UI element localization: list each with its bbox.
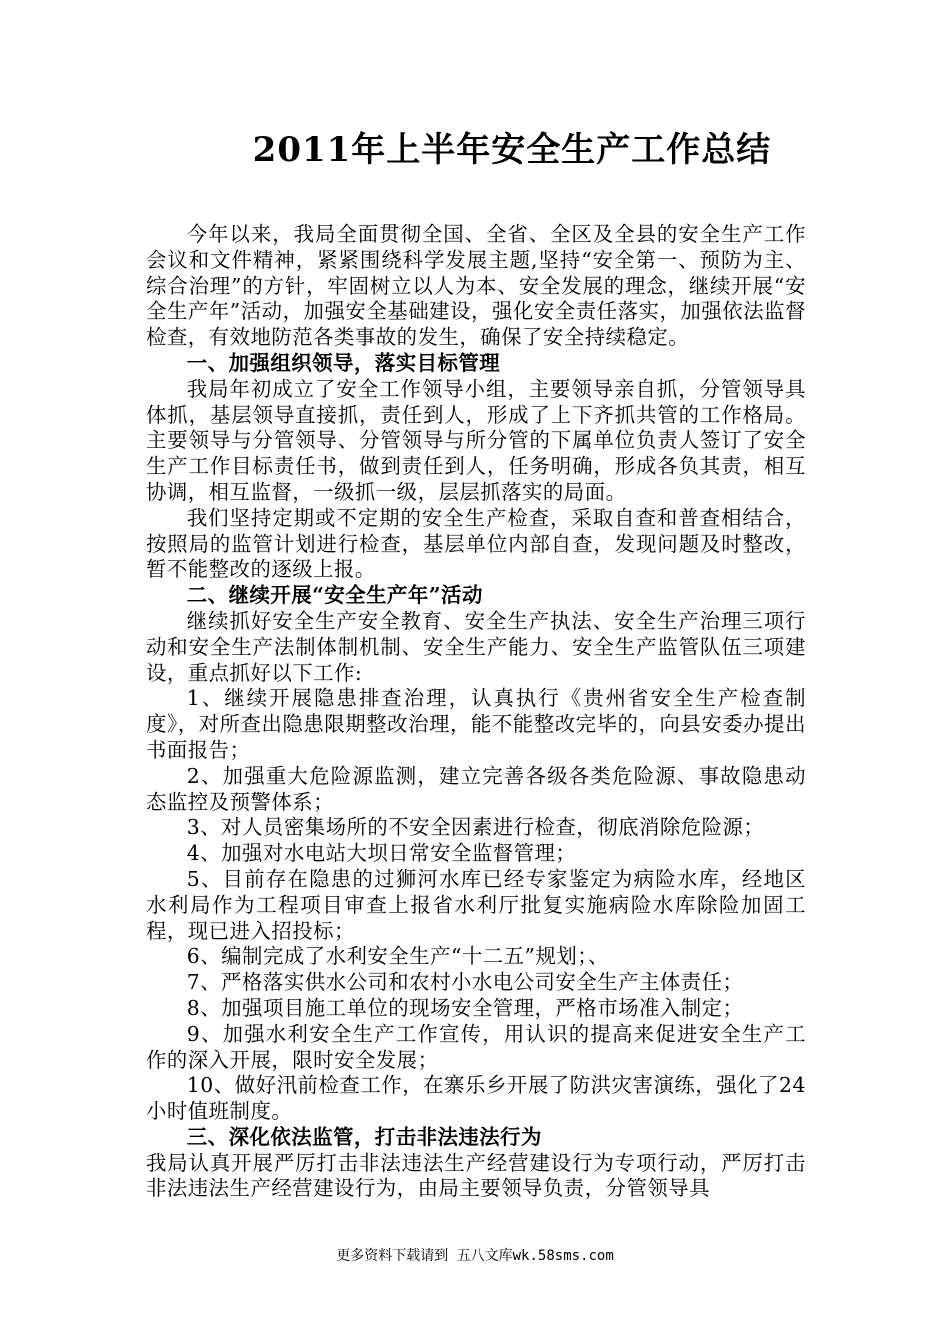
list-item: 3、对人员密集场所的不安全因素进行检查，彻底消除危险源； [186, 815, 765, 840]
section-2-lead: 继续抓好安全生产安全教育、安全生产执法、安全生产治理三项行动和安全生产法制体制机制、安全生产能力、安全生产监管队伍三项建设，重点抓好以下工作: [146, 608, 806, 685]
footer-link[interactable]: 更多资料下载请到 五八文库wk.58sms.com [336, 1248, 614, 1264]
list-item: 7、严格落实供水公司和农村小水电公司安全生产主体责任； [186, 970, 744, 995]
page-title: 2011年上半年安全生产工作总结 [252, 130, 772, 170]
section-3-paragraph: 我局认真开展严厉打击非法违法生产经营建设行为专项行动，严厉打击非法违法生产经营建设行为，由局主要领导负责，分管领导具 [146, 1150, 806, 1201]
section-1-heading: 一、加强组织领导，落实目标管理 [186, 350, 501, 375]
section-3-heading: 三、深化依法监管，打击非法违法行为 [186, 1124, 542, 1149]
intro-paragraph: 今年以来，我局全面贯彻全国、全省、全区及全县的安全生产工作会议和文件精神，紧紧围绕科学发展主题,坚持“安全第一、预防为主、综合治理”的方针，牢固树立以人为本、安全发展的理念，继续开展“安全生产年”活动，加强安全基础建设，强化安全责任落实，加强依法监督检查，有效地防范各类事故的发生，确保了安全持续稳定。 [146, 222, 806, 350]
list-item: 8、加强项目施工单位的现场安全管理，严格市场准入制定； [186, 995, 744, 1020]
section-2-heading: 二、继续开展“安全生产年”活动 [186, 583, 483, 608]
list-item: 5、目前存在隐患的过狮河水库已经专家鉴定为病险水库，经地区水利局作为工程项目审查上报省水利厅批复实施病险水库除险加固工程，现已进入招投标； [146, 866, 806, 943]
list-item: 1、继续开展隐患排查治理，认真执行《贵州省安全生产检查制度》，对所查出隐患限期整改治理，能不能整改完毕的，向县安委办提出书面报告； [146, 686, 806, 762]
list-item: 10、做好汛前检查工作，在寨乐乡开展了防洪灾害演练，强化了24小时值班制度。 [146, 1073, 806, 1124]
list-item: 6、编制完成了水利安全生产“十二五”规划；、 [186, 944, 609, 969]
document-body [146, 222, 806, 1202]
section-1-paragraph: 我们坚持定期或不定期的安全生产检查，采取自查和普查相结合，按照局的监管计划进行检查，基层单位内部自查，发现问题及时整改，暂不能整改的逐级上报。 [146, 505, 806, 582]
list-item: 2、加强重大危险源监测，建立完善各级各类危险源、事故隐患动态监控及预警体系； [146, 763, 806, 814]
list-item: 4、加强对水电站大坝日常安全监督管理； [186, 841, 577, 866]
list-item: 9、加强水利安全生产工作宣传，用认识的提高来促进安全生产工作的深入开展，限时安全发展； [146, 1021, 806, 1072]
section-1-paragraph: 我局年初成立了安全工作领导小组，主要领导亲自抓，分管领导具体抓，基层领导直接抓，责任到人，形成了上下齐抓共管的工作格局。主要领导与分管领导、分管领导与所分管的下属单位负责人签订了安全生产工作目标责任书，做到责任到人，任务明确，形成各负其责，相互协调，相互监督，一级抓一级，层层抓落实的局面。 [146, 376, 806, 504]
